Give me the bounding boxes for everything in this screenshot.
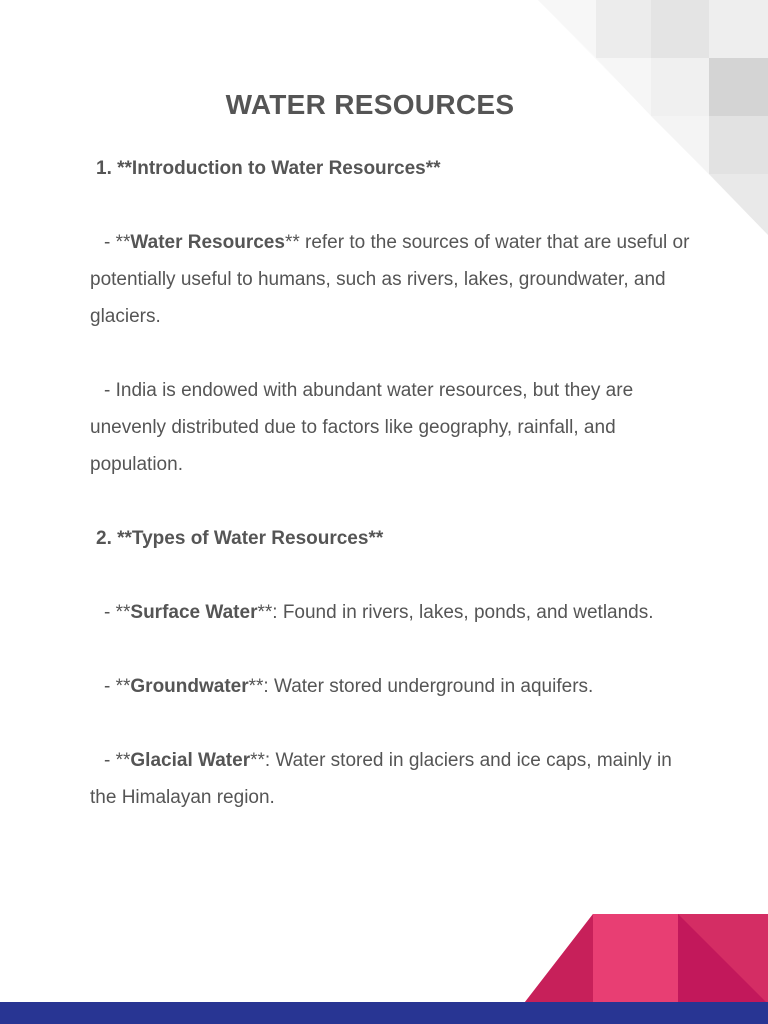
- item-prefix: - **: [104, 232, 131, 253]
- section-number: 2: [96, 528, 107, 549]
- item-prefix: -: [104, 380, 116, 401]
- item-prefix: - **: [104, 602, 131, 623]
- section-title: . **Types of Water Resources**: [106, 528, 384, 549]
- list-item: [90, 372, 690, 483]
- item-term: Groundwater: [130, 676, 249, 697]
- document-body: [90, 150, 690, 853]
- section-number: 1.: [96, 158, 112, 179]
- item-term: Surface Water: [130, 602, 258, 623]
- section-heading-types: [90, 520, 690, 557]
- section-title: **Introduction to Water Resources**: [117, 158, 441, 179]
- item-term: Glacial Water: [130, 750, 251, 771]
- footer-bar: [0, 1002, 768, 1024]
- item-text: ** refer to the sources of water that are useful or potentially useful to humans, such as rivers, lakes, groundwater, and glaciers.: [90, 232, 690, 327]
- item-prefix: - **: [104, 676, 131, 697]
- item-text: **: Water stored underground in aquifers.: [248, 676, 594, 697]
- list-item: [90, 594, 690, 631]
- item-prefix: - **: [104, 750, 131, 771]
- item-text: **: Water stored in glaciers and ice caps, mainly in the Himalayan region.: [90, 750, 672, 808]
- section-heading-introduction: [90, 150, 690, 187]
- list-item: [90, 224, 690, 335]
- item-text: India is endowed with abundant water resources, but they are unevenly distributed due to factors like geography, rainfall, and population.: [90, 380, 634, 475]
- list-item: [90, 742, 690, 816]
- page-title: WATER RESOURCES: [225, 88, 515, 120]
- list-item: [90, 668, 690, 705]
- item-term: Water Resources: [130, 232, 285, 253]
- item-text: **: Found in rivers, lakes, ponds, and wetlands.: [257, 602, 654, 623]
